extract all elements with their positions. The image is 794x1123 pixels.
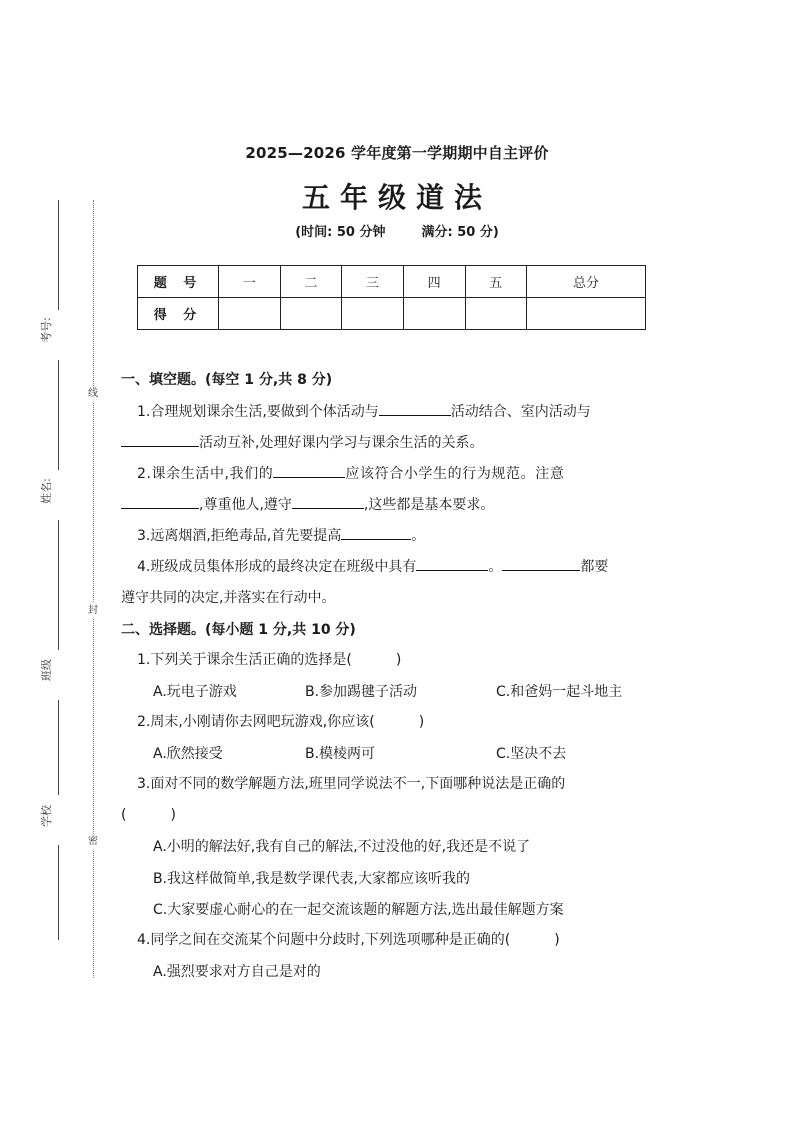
score-cell[interactable] — [527, 298, 646, 330]
score-header-cell: 总分 — [527, 266, 646, 298]
option-b[interactable]: B.我这样做简单,我是数学课代表,大家都应该听我的 — [153, 871, 470, 887]
exam-time-info — [0, 221, 794, 240]
question-text-part: ) — [395, 652, 402, 668]
score-header-cell: 一 — [219, 266, 281, 298]
seal-char-secret: 密 — [84, 834, 102, 850]
option-b[interactable]: B.模棱两可 — [305, 746, 376, 762]
option-a[interactable]: A.玩电子游戏 — [153, 684, 237, 700]
question-text — [137, 463, 564, 484]
score-header-cell: 三 — [342, 266, 404, 298]
question-text — [137, 525, 425, 546]
seal-char-seal: 封 — [84, 603, 102, 619]
question-text — [137, 401, 591, 422]
option-a[interactable]: A.欣然接受 — [153, 746, 223, 762]
question-text-part: 应该符合小学生的行为规范。注意 — [345, 466, 565, 482]
question-text — [137, 650, 401, 670]
answer-blank[interactable] — [121, 432, 199, 447]
option-c[interactable]: C.坚决不去 — [496, 746, 567, 762]
question-text-part: ) — [418, 714, 425, 730]
question-text-part: 2.周末,小刚请你去网吧玩游戏,你应该( — [137, 714, 375, 730]
full-score: 满分: 50 分) — [421, 225, 499, 240]
question-text-part: 都要 — [580, 559, 609, 575]
question-text-part: ,尊重他人,遵守 — [199, 497, 292, 513]
section-heading: 一、填空题。(每空 1 分,共 8 分) — [121, 372, 333, 388]
question-text — [121, 494, 494, 515]
question-text — [137, 930, 560, 950]
score-cell[interactable] — [219, 298, 281, 330]
question-text — [137, 556, 608, 577]
question-text-part: ,这些都是基本要求。 — [363, 497, 495, 513]
question-text-part: 活动结合、室内活动与 — [450, 404, 591, 420]
answer-blank[interactable] — [379, 401, 451, 416]
class-line — [58, 700, 59, 795]
exam-number-line-lower — [58, 360, 59, 470]
question-text — [121, 588, 335, 608]
score-cell[interactable] — [403, 298, 465, 330]
question-text-part: ) — [170, 807, 176, 823]
score-header-cell: 二 — [280, 266, 342, 298]
score-table-header-row — [138, 266, 646, 298]
name-line — [58, 520, 59, 650]
exam-number-label: 考号: — [40, 317, 53, 343]
question-text — [121, 805, 176, 825]
question-text-part: 活动互补,处理好课内学习与课余生活的关系。 — [199, 435, 484, 451]
question-text: 3.面对不同的数学解题方法,班里同学说法不一,下面哪种说法是正确的 — [137, 776, 566, 792]
score-header-cell: 五 — [465, 266, 527, 298]
school-line — [58, 845, 59, 940]
option-a[interactable]: A.小明的解法好,我有自己的解法,不过没他的好,我还是不说了 — [153, 839, 531, 855]
answer-blank[interactable] — [273, 463, 345, 478]
answer-blank[interactable] — [121, 494, 199, 509]
question-text-part: ( — [121, 807, 127, 823]
question-text-part: 。 — [411, 528, 426, 544]
option-a[interactable]: A.强烈要求对方自己是对的 — [153, 964, 321, 980]
question-text-part: 1.合理规划课余生活,要做到个体活动与 — [137, 404, 379, 420]
question-text-part: 4.同学之间在交流某个问题中分歧时,下列选项哪种是正确的( — [137, 932, 511, 948]
score-table-score-row — [138, 298, 646, 330]
answer-blank[interactable] — [416, 556, 488, 571]
question-text — [121, 432, 483, 453]
question-text — [137, 712, 424, 732]
question-text-part: 1.下列关于课余生活正确的选择是( — [137, 652, 352, 668]
school-label: 学校 — [40, 805, 53, 827]
score-cell[interactable] — [465, 298, 527, 330]
class-label: 班级 — [40, 659, 53, 681]
option-c[interactable]: C.大家要虚心耐心的在一起交流该题的解题方法,选出最佳解题方案 — [153, 902, 564, 918]
score-table — [137, 265, 646, 330]
score-header-cell: 四 — [403, 266, 465, 298]
question-text-part: 遵守共同的决定,并落实在行动中。 — [121, 590, 336, 606]
answer-blank[interactable] — [502, 556, 580, 571]
name-label: 姓名: — [40, 478, 53, 504]
seal-char-line: 线 — [84, 386, 102, 402]
answer-blank[interactable] — [341, 525, 411, 540]
seal-dotted-line — [93, 200, 94, 978]
question-text-part: 4.班级成员集体形成的最终决定在班级中具有 — [137, 559, 417, 575]
option-b[interactable]: B.参加踢毽子活动 — [305, 684, 418, 700]
option-c[interactable]: C.和爸妈一起斗地主 — [496, 684, 623, 700]
score-cell[interactable] — [342, 298, 404, 330]
exam-number-line — [58, 200, 59, 310]
exam-subject-title: 五年级道法 — [301, 181, 492, 214]
section-heading: 二、选择题。(每小题 1 分,共 10 分) — [121, 622, 356, 638]
question-text-part: 2.课余生活中,我们的 — [137, 466, 274, 482]
answer-blank[interactable] — [292, 494, 364, 509]
score-row-label: 得 分 — [138, 298, 219, 330]
question-text-part: 。 — [488, 559, 503, 575]
score-cell[interactable] — [280, 298, 342, 330]
question-text-part: ) — [554, 932, 560, 948]
time-limit: (时间: 50 分钟 — [295, 225, 386, 240]
exam-term-title: 2025—2026 学年度第一学期期中自主评价 — [245, 144, 549, 162]
score-header-cell: 题 号 — [138, 266, 219, 298]
question-text-part: 3.远离烟酒,拒绝毒品,首先要提高 — [137, 528, 342, 544]
